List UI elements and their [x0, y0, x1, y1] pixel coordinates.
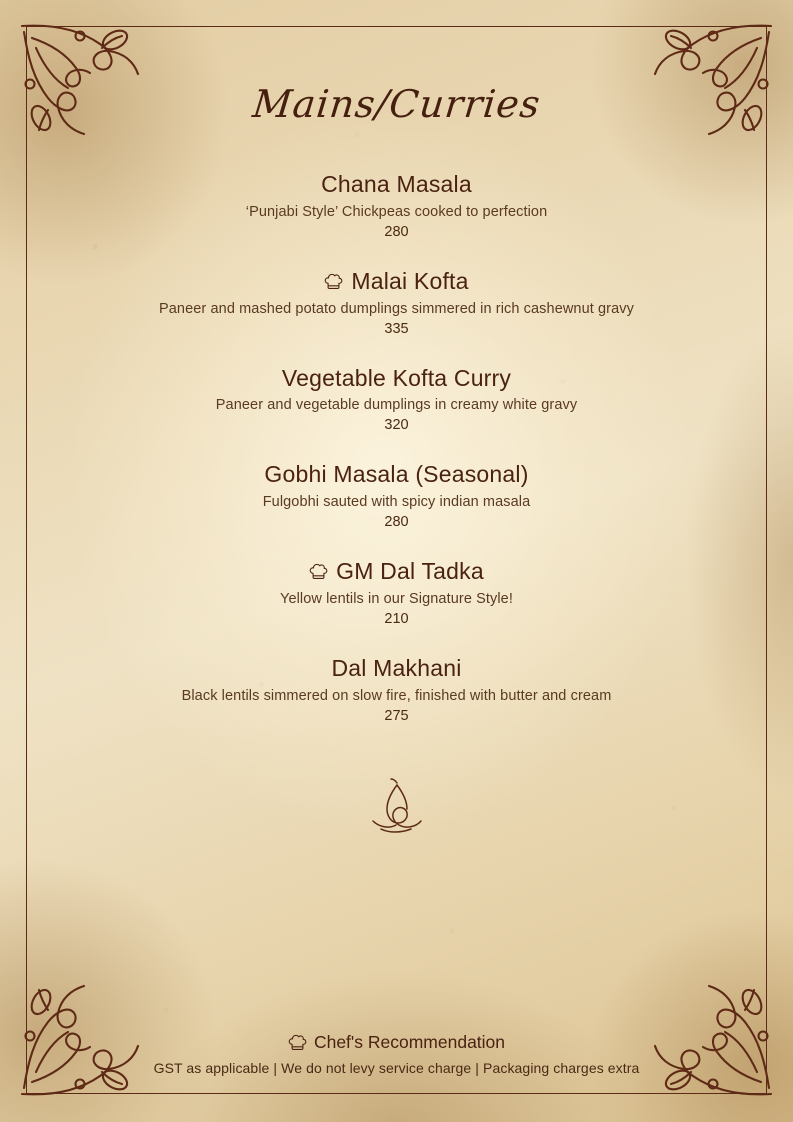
menu-item-name: Chana Masala — [321, 171, 472, 197]
footer-note: GST as applicable | We do not levy service charge | Packaging charges extra — [153, 1060, 640, 1076]
menu-item-description: ‘Punjabi Style’ Chickpeas cooked to perfection — [245, 203, 548, 220]
menu-item-list — [47, 170, 747, 751]
chef-recommendation-label: Chef's Recommendation — [313, 1032, 506, 1052]
menu-item-name-row — [246, 170, 547, 199]
menu-item-price: 320 — [384, 417, 409, 434]
page-title: Mains/Curries — [250, 82, 543, 126]
menu-item-name-row — [216, 364, 577, 393]
menu-item-price: 280 — [384, 514, 409, 530]
menu-item-name: Dal Makhani — [331, 654, 462, 681]
menu-item — [159, 267, 634, 337]
page-footer — [0, 1032, 793, 1076]
menu-item-price: 335 — [384, 320, 409, 337]
menu-item-name-row — [182, 654, 612, 683]
chef-hat-icon — [324, 273, 343, 290]
menu-item-name: GM Dal Tadka — [336, 558, 484, 584]
chef-recommendation-legend — [0, 1032, 793, 1053]
menu-item-price: 210 — [384, 610, 409, 627]
chef-hat-icon — [288, 1034, 307, 1051]
menu-item-name: Gobhi Masala (Seasonal) — [264, 461, 529, 488]
flourish-ornament-icon — [361, 777, 433, 839]
menu-item-name-row — [263, 460, 531, 489]
menu-item-price: 275 — [384, 707, 409, 724]
menu-item — [263, 460, 531, 530]
menu-item-name: Vegetable Kofta Curry — [281, 364, 512, 391]
menu-item-name-row — [159, 267, 634, 296]
menu-item-name-row — [280, 557, 513, 586]
menu-item-price: 280 — [384, 223, 409, 240]
chef-hat-icon — [309, 563, 328, 580]
menu-item — [182, 654, 612, 724]
menu-item — [280, 557, 513, 627]
menu-item — [246, 170, 547, 240]
menu-item — [216, 364, 577, 434]
menu-item-description: Yellow lentils in our Signature Style! — [280, 590, 513, 607]
menu-item-description: Black lentils simmered on slow fire, finished with butter and cream — [181, 687, 612, 704]
menu-item-name: Malai Kofta — [351, 267, 469, 294]
menu-item-description: Fulgobhi sauted with spicy indian masala — [262, 494, 531, 510]
menu-item-description: Paneer and mashed potato dumplings simmered in rich cashewnut gravy — [159, 300, 634, 317]
menu-item-description: Paneer and vegetable dumplings in creamy white gravy — [215, 397, 578, 414]
